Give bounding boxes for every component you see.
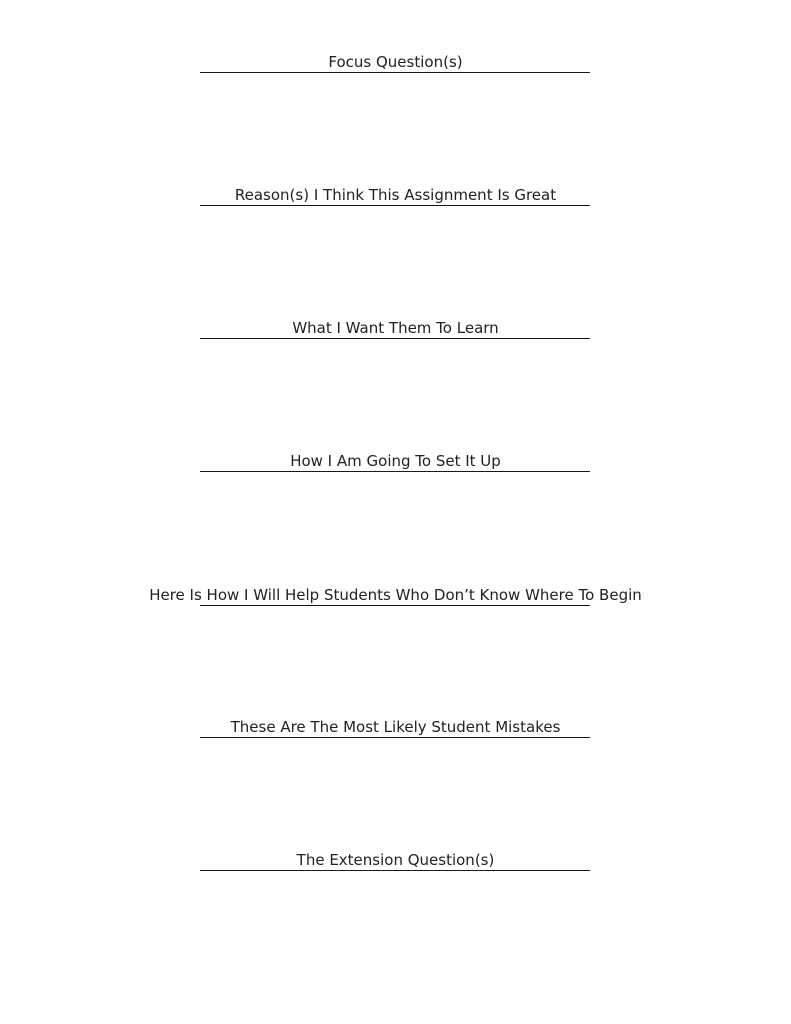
focus-questions-section [0, 52, 791, 92]
student-mistakes-rule [200, 737, 590, 738]
setup-rule [200, 471, 590, 472]
help-students-rule [200, 605, 590, 606]
reasons-rule [200, 205, 590, 206]
reasons-section [0, 185, 791, 225]
help-students-section [0, 585, 791, 625]
learning-goals-rule [200, 338, 590, 339]
setup-heading: How I Am Going To Set It Up [290, 452, 501, 470]
setup-section [0, 451, 791, 491]
learning-goals-section [0, 318, 791, 358]
extension-questions-section [0, 850, 791, 890]
reasons-heading: Reason(s) I Think This Assignment Is Great [234, 186, 557, 204]
learning-goals-heading: What I Want Them To Learn [292, 319, 499, 337]
extension-questions-heading: The Extension Question(s) [296, 851, 495, 869]
student-mistakes-heading: These Are The Most Likely Student Mistakes [230, 718, 561, 736]
focus-questions-heading: Focus Question(s) [328, 53, 463, 71]
help-students-heading: Here Is How I Will Help Students Who Don’t Know Where To Begin [149, 586, 642, 604]
extension-questions-rule [200, 870, 590, 871]
focus-questions-rule [200, 72, 590, 73]
student-mistakes-section [0, 717, 791, 757]
